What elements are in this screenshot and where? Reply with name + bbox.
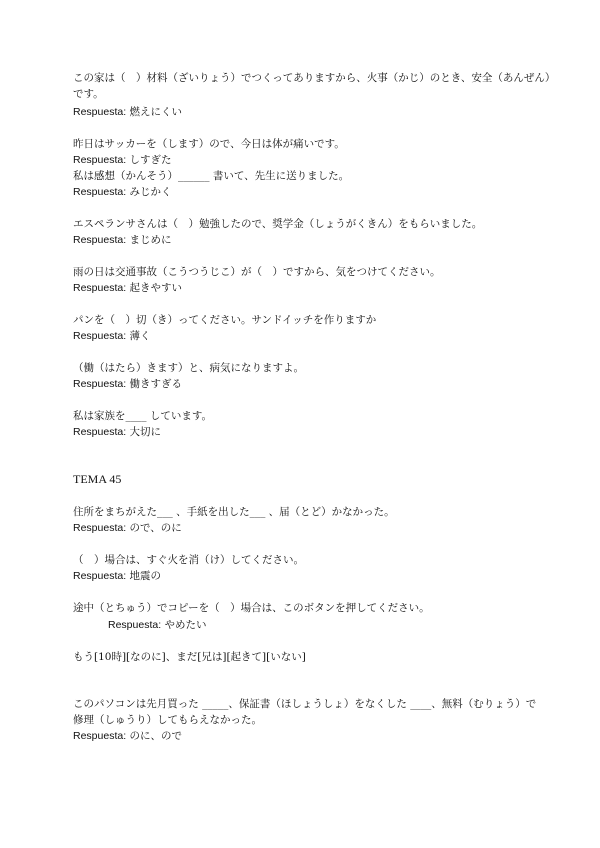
answer-text: やめたい: [164, 619, 207, 631]
answer-label: Respuesta:: [108, 619, 162, 631]
question-line: もう[10時][なのに]、まだ[兄は][起きて][いない]: [73, 651, 306, 663]
question-line: 私は家族を____ しています。: [73, 410, 212, 422]
answer-text: 起きやすい: [129, 282, 182, 294]
answer-label: Respuesta:: [73, 570, 127, 582]
answer-label: Respuesta:: [73, 522, 127, 534]
answer-label: Respuesta:: [73, 330, 127, 342]
question-line: （働（はたら）きます）と、病気になりますよ。: [73, 362, 304, 374]
answer-label: Respuesta:: [73, 234, 127, 246]
answer-text: ので、のに: [129, 522, 182, 534]
answer-line: [73, 521, 182, 535]
question-line: 住所をまちがえた___ 、手紙を出した___ 、届（とど）かなかった。: [73, 506, 395, 518]
answer-text: 薄く: [129, 330, 151, 342]
answer-label: Respuesta:: [73, 282, 127, 294]
answer-line: [73, 281, 182, 295]
question-line: パンを（ ）切（き）ってください。サンドイッチを作りますか: [73, 314, 377, 326]
answer-text: 燃えにくい: [129, 106, 182, 118]
answer-text: 働きすぎる: [129, 378, 182, 390]
question-line: です。: [73, 88, 104, 100]
answer-line: [73, 105, 182, 119]
answer-text: みじかく: [129, 186, 172, 198]
section-heading: TEMA 45: [73, 472, 122, 486]
answer-line: [73, 425, 161, 439]
answer-text: 大切に: [129, 426, 161, 438]
question-line: この家は（ ）材料（ざいりょう）でつくってありますから、火事（かじ）のとき、安全（あんぜん）: [73, 72, 556, 84]
question-line: エスペランサさんは（ ）勉強したので、奨学金（しょうがくきん）をもらいました。: [73, 218, 483, 230]
question-line: 雨の日は交通事故（こうつうじこ）が（ ）ですから、気をつけてください。: [73, 266, 441, 278]
answer-label: Respuesta:: [73, 730, 127, 742]
answer-text: しすぎた: [129, 154, 172, 166]
question-line: 私は感想（かんそう）______ 書いて、先生に送りました。: [73, 170, 350, 182]
answer-label: Respuesta:: [73, 426, 127, 438]
answer-label: Respuesta:: [73, 106, 127, 118]
answer-line: [73, 233, 171, 247]
answer-label: Respuesta:: [73, 186, 127, 198]
question-line: （ ）場合は、すぐ火を消（け）してください。: [73, 554, 304, 566]
answer-line: [73, 729, 182, 743]
answer-label: Respuesta:: [73, 378, 127, 390]
answer-line: [73, 185, 171, 199]
answer-line: [73, 329, 150, 343]
answer-line: [108, 618, 206, 632]
answer-line: [73, 153, 171, 167]
question-line: 修理（しゅうり）してもらえなかった。: [73, 714, 262, 726]
question-line: 途中（とちゅう）でコピーを（ ）場合は、このボタンを押してください。: [73, 602, 430, 614]
answer-line: [73, 377, 182, 391]
answer-line: [73, 569, 161, 583]
answer-text: まじめに: [129, 234, 172, 246]
answer-text: 地震の: [129, 570, 161, 582]
answer-label: Respuesta:: [73, 154, 127, 166]
question-line: このパソコンは先月買った _____、保証書（ほしょうしょ）をなくした ____、無料（むりょう）で: [73, 698, 537, 710]
question-line: 昨日はサッカーを（します）ので、今日は体が痛いです。: [73, 138, 345, 150]
answer-text: のに、ので: [129, 730, 182, 742]
